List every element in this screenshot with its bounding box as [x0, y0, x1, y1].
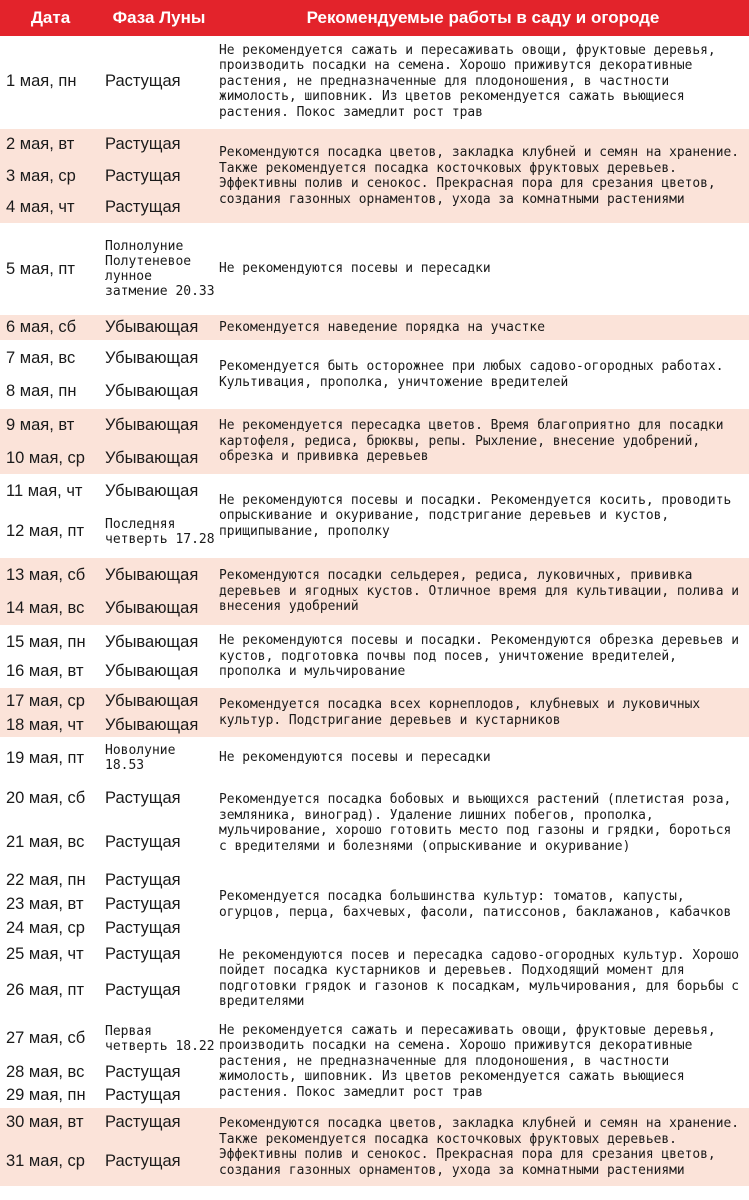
date-cell: 24 мая, ср: [6, 918, 85, 937]
moon-phase-cell: Растущая: [105, 1085, 181, 1104]
date-cell: 2 мая, вт: [0, 128, 101, 160]
date-cell: 29 мая, пн: [6, 1085, 86, 1104]
moon-phase-cell: Растущая: [105, 1062, 181, 1081]
date-cell: 10 мая, ср: [0, 442, 101, 475]
date-cell: 5 мая, пт: [0, 224, 101, 314]
date-cell: 7 мая, вс: [0, 341, 101, 375]
table-row: [0, 941, 749, 966]
date-cell: 23 мая, вт: [6, 894, 84, 913]
recommended-work-cell: Рекомендуется быть осторожнее при любых садово-огородных работах. Культивация, прополка, уничтожение вредителей: [217, 341, 749, 408]
moon-phase-cell: Убывающая: [101, 475, 217, 507]
moon-phase-cell: Растущая: [105, 918, 181, 937]
moon-phase-cell: Растущая: [101, 160, 217, 192]
recommended-work-cell: Рекомендуется наведение порядка на участке: [217, 314, 749, 341]
moon-phase-cell: Убывающая: [101, 592, 217, 626]
moon-phase-cell: Растущая: [101, 778, 217, 818]
moon-phase-cell: [101, 738, 217, 778]
moon-phase-cell: Убывающая: [105, 381, 199, 400]
date-cell: 11 мая, чт: [0, 475, 101, 507]
moon-phase-event: Первая четверть 18.22: [105, 1023, 215, 1054]
date-cell: 30 мая, вт: [0, 1107, 101, 1136]
moon-phase-cell: Растущая: [105, 981, 181, 999]
recommended-work-cell: Рекомендуется посадка бобовых и вьющихся растений (плетистая роза, земляника, виноград). Удаление лишних побегов, прополка, мульчирование, хорошо готовить место под газоны и грядки, бороться с вредителями и болезнями (опрыскивание и окуривание): [217, 778, 749, 868]
moon-phase-cell: Растущая: [101, 192, 217, 224]
date-cell: 31 мая, ср: [0, 1136, 101, 1186]
recommended-work-cell: Рекомендуются посадки сельдерея, редиса, луковичных, прививка деревьев и ягодных кустов. Отличное время для культивации, полива и внесения удобрений: [217, 557, 749, 626]
moon-phase-cell: Растущая: [101, 941, 217, 966]
moon-phase-cell: Убывающая: [101, 408, 217, 442]
date-cell: 1 мая, пн: [6, 72, 77, 90]
date-cell: 6 мая, сб: [0, 314, 101, 341]
moon-phase-cell: Растущая: [105, 833, 181, 851]
table-row: [0, 1107, 749, 1136]
date-cell: 14 мая, вс: [0, 592, 101, 626]
date-cell: 25 мая, чт: [0, 941, 101, 966]
recommended-work-cell: Рекомендуются посадка цветов, закладка клубней и семян на хранение. Также рекомендуется посадка косточковых фруктовых деревьев. Эффективны полив и сенокос. Прекрасная пора для срезания цветов, создания газонных орнаментов, ухода за комнатными растениями: [217, 128, 749, 224]
moon-phase-cell: Убывающая: [101, 687, 217, 714]
recommended-work-cell: Не рекомендуется сажать и пересаживать овощи, фруктовые деревья, производить посадки на семена. Хорошо приживутся декоративные растения, не предназначенные для плодоношения, в частности жимолость, шиповник. Из цветов рекомендуется сажать вьющиеся растения. Покос замедлит рост трав: [219, 42, 716, 120]
table-row: [0, 626, 749, 657]
moon-phase-cell: Убывающая: [101, 714, 217, 738]
date-cell: 19 мая, пт: [0, 738, 101, 778]
recommended-work-cell: Рекомендуется посадка всех корнеплодов, клубневых и луковичных культур. Подстригание деревьев и кустарников: [217, 687, 749, 738]
moon-phase-cell: Убывающая: [101, 557, 217, 592]
moon-phase-cell: [101, 224, 217, 314]
header-phase: Фаза Луны: [101, 0, 217, 36]
date-cell: 26 мая, пт: [6, 981, 85, 999]
moon-phase-cell: Убывающая: [101, 442, 217, 475]
recommended-work-cell: Рекомендуется посадка большинства культур: томатов, капусты, огурцов, перца, бахчевых, фасоли, патиссонов, баклажанов, кабачков: [217, 868, 749, 941]
table-row: [0, 36, 749, 128]
recommended-work-cell: Не рекомендуются посевы и посадки. Рекомендуются обрезка деревьев и кустов, подготовка почвы под посев, уничтожение вредителей, прополка и мульчирование: [217, 626, 749, 687]
moon-phase-cell: Растущая: [105, 894, 181, 913]
date-cell: 28 мая, вс: [6, 1062, 85, 1081]
recommended-work-cell: Не рекомендуется сажать и пересаживать овощи, фруктовые деревья, производить посадки на семена. Хорошо приживутся декоративные растения, не предназначенные для плодоношения, в частности жимолость, шиповник. Из цветов рекомендуется сажать вьющиеся растения. Покос замедлит рост трав: [217, 1016, 749, 1107]
moon-phase-event: Новолуние 18.53: [105, 743, 176, 773]
recommended-work-cell: Не рекомендуются посевы и пересадки: [217, 738, 749, 778]
date-cell: 27 мая, сб: [0, 1016, 101, 1060]
table-row: [0, 224, 749, 314]
date-cell: 12 мая, пт: [6, 522, 85, 540]
moon-phase-event: Полнолуние Полутеневое лунное затмение 20.33: [105, 239, 215, 299]
table-row: [0, 475, 749, 507]
table-row: [0, 408, 749, 442]
moon-phase-cell: Убывающая: [105, 662, 199, 680]
recommended-work-cell: Не рекомендуется пересадка цветов. Время благоприятно для посадки картофеля, редиса, брюквы, репы. Рыхление, внесение удобрений, обрезка и прививка деревьев: [217, 408, 749, 475]
date-cell: 18 мая, чт: [0, 714, 101, 738]
header-date: Дата: [0, 0, 101, 36]
table-header-row: [0, 0, 749, 36]
moon-phase-cell: Растущая: [101, 1107, 217, 1136]
date-cell: 21 мая, вс: [6, 833, 85, 851]
moon-phase-cell: Убывающая: [101, 626, 217, 657]
moon-phase-event: Последняя четверть 17.28: [105, 516, 215, 547]
moon-phase-cell: Убывающая: [101, 341, 217, 375]
date-cell: 8 мая, пн: [6, 381, 77, 400]
table-body: [0, 36, 749, 1186]
date-cell: 3 мая, ср: [0, 160, 101, 192]
date-cell: 22 мая, пн: [0, 868, 101, 892]
header-work: Рекомендуемые работы в саду и огороде: [217, 0, 749, 36]
table-row: [0, 778, 749, 818]
date-cell: 15 мая, пн: [0, 626, 101, 657]
recommended-work-cell: Рекомендуются посадка цветов, закладка клубней и семян на хранение. Также рекомендуется посадка косточковых фруктовых деревьев. Эффективны полив и сенокос. Прекрасная пора для срезания цветов, создания газонных орнаментов, ухода за комнатными растениями: [217, 1107, 749, 1186]
moon-phase-cell: Растущая: [101, 868, 217, 892]
date-cell: 20 мая, сб: [0, 778, 101, 818]
date-cell: 16 мая, вт: [6, 662, 84, 680]
moon-phase-cell: [101, 1016, 217, 1060]
moon-phase-cell: [101, 507, 217, 557]
moon-phase-cell: Растущая: [101, 128, 217, 160]
date-cell: 17 мая, ср: [0, 687, 101, 714]
recommended-work-cell: Не рекомендуются посевы и посадки. Рекомендуется косить, проводить опрыскивание и окуривание, подстригание деревьев и кустов, прищипывание, прополку: [217, 475, 749, 557]
table-row: [0, 738, 749, 778]
moon-phase-cell: Растущая: [105, 72, 181, 90]
recommended-work-cell: Не рекомендуются посевы и пересадки: [217, 224, 749, 314]
table-row: [0, 128, 749, 160]
table-row: [0, 314, 749, 341]
recommended-work-cell: Не рекомендуются посев и пересадка садово-огородных культур. Хорошо пойдет посадка кустарников и деревьев. Подходящий момент для подготовки грядок и газонов к посадкам, мульчирования, для борьбы с вредителями: [217, 941, 749, 1016]
moon-phase-cell: Убывающая: [101, 314, 217, 341]
date-cell: 13 мая, сб: [0, 557, 101, 592]
table-row: [0, 557, 749, 592]
date-cell: 9 мая, вт: [0, 408, 101, 442]
date-cell: 4 мая, чт: [0, 192, 101, 224]
table-row: [0, 1016, 749, 1060]
table-row: [0, 868, 749, 892]
table-row: [0, 687, 749, 714]
table-row: [0, 341, 749, 375]
moon-phase-cell: Растущая: [101, 1136, 217, 1186]
